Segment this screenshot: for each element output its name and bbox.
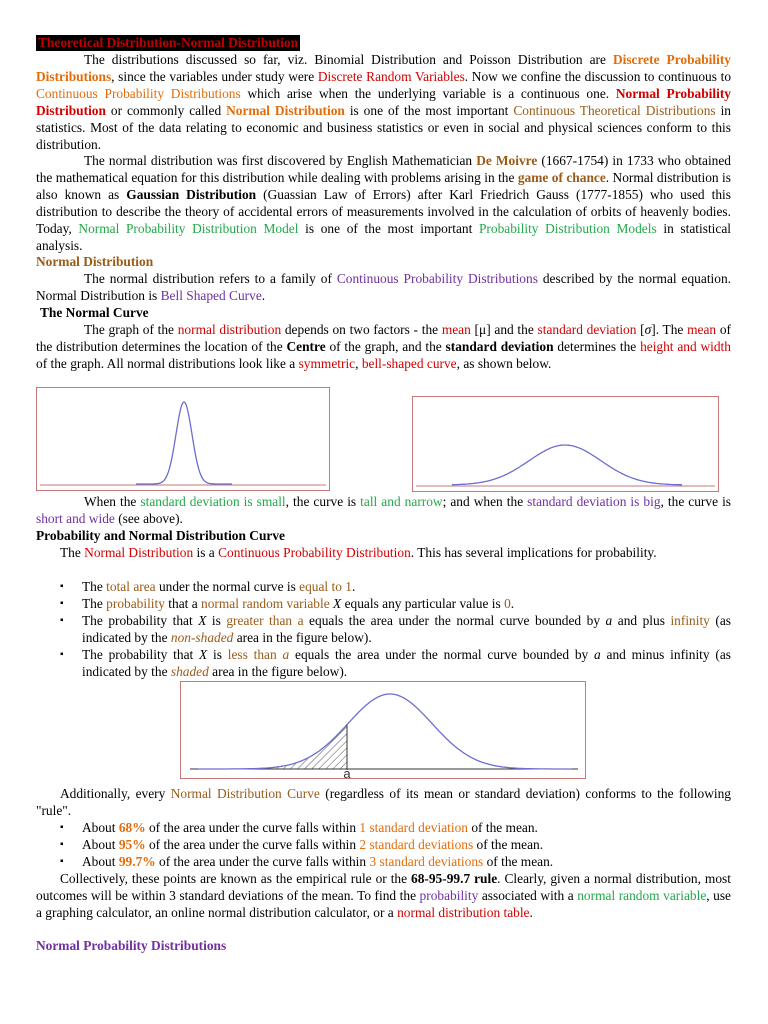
bullet-icon: ▪ [60,822,64,833]
shaded-tail-figure [180,681,586,779]
figure-frame [181,682,586,779]
bullet-icon: ▪ [60,598,64,609]
list-item: ▪ About 99.7% of the area under the curve falls within 3 standard deviations of the mean. [60,854,554,869]
wide-curve-svg [412,396,719,492]
list-item: ▪ About 68% of the area under the curve falls within 1 standard deviation of the mean. [60,820,538,835]
intro-paragraph: The distributions discussed so far, viz. Binomial Distribution and Poisson Distribution are Discrete Probability Distributions, since the variables under study were Discrete Random Variables. Now we confine the discussion to continuous to Continuous Probability Distributions which arise when the underlying variable is a continuous one. Normal Probability Distribution or commonly called Normal Distribution is one of the most important Continuous Theoretical Distributions in statistics. Most of the data relating to economic and business statistics or even in social and physical sciences conform to this distribution. [36,52,732,152]
section-heading-normal-curve: The Normal Curve [40,305,149,320]
wide-curve-figure [412,396,719,492]
page-title: Theoretical Distribution-Normal Distribution [38,35,299,50]
history-paragraph: The normal distribution was first discovered by English Mathematician De Moivre (1667-1754) in 1733 who obtained the mathematical equation for this distribution while dealing with problems arising in the game of chance. Normal distribution is also known as Gaussian Distribution (Guassian Law of Errors) after Karl Friedrich Gauss (1777-1855) who used this distribution to describe the theory of accidental errors of measurements involved in the calculation of orbits of heavenly bodies. Today, Normal Probability Distribution Model is one of the most important Probability Distribution Models in statistical analysis. [36,153,732,253]
list-item: ▪ About 95% of the area under the curve falls within 2 standard deviations of the mean. [60,837,544,852]
section-heading-normal-probability-distributions: Normal Probability Distributions [36,938,227,953]
bullet-icon: ▪ [60,839,64,850]
narrow-curve-figure [36,387,330,491]
list-item: ▪ The probability that X is greater than a equals the area under the normal curve bounded by a and plus infinity (as indicated by the non-shaded area in the figure below). [60,613,732,645]
figure-frame [413,397,719,492]
bullet-icon: ▪ [60,649,64,660]
narrow-curve-svg [36,387,330,491]
section-heading-probability: Probability and Normal Distribution Curve [36,528,285,543]
list-item: ▪ The probability that a normal random variable X equals any particular value is 0. [60,596,515,611]
bullet-icon: ▪ [60,856,64,867]
normal-curve-paragraph: The graph of the normal distribution depends on two factors - the mean [μ] and the standard deviation [σ]. The mean of the distribution determines the location of the Centre of the graph, and the standard deviation determines the height and width of the graph. All normal distributions look like a symmetric, bell-shaped curve, as shown below. [36,322,731,371]
list-item: ▪ The probability that X is less than a equals the area under the normal curve bounded by a and minus infinity (as indicated by the shaded area in the figure below). [60,647,732,679]
additional-paragraph: Additionally, every Normal Distribution Curve (regardless of its mean or standard deviation) conforms to the following "rule". [36,786,731,818]
empirical-rule-paragraph: Collectively, these points are known as the empirical rule or the 68-95-99.7 rule. Clearly, given a normal distribution, most outcomes will be within 3 standard deviations of the mean. To find the probability associated with a normal random variable, use a graphing calculator, an online normal distribution calculator, or a normal distribution table. [36,871,731,920]
bullet-icon: ▪ [60,615,64,626]
a-marker-label: a [343,766,351,779]
list-item: ▪ The total area under the normal curve is equal to 1. [60,579,356,594]
deviation-comparison-paragraph: When the standard deviation is small, the curve is tall and narrow; and when the standard deviation is big, the curve is short and wide (see above). [36,494,731,526]
bullet-icon: ▪ [60,581,64,592]
section-heading-normal-distribution: Normal Distribution [36,254,154,269]
shaded-tail-svg [180,681,586,779]
probability-paragraph: The Normal Distribution is a Continuous Probability Distribution. This has several implications for probability. [60,545,657,560]
normal-distribution-paragraph: The normal distribution refers to a family of Continuous Probability Distributions described by the normal equation. Normal Distribution is Bell Shaped Curve. [36,271,731,303]
